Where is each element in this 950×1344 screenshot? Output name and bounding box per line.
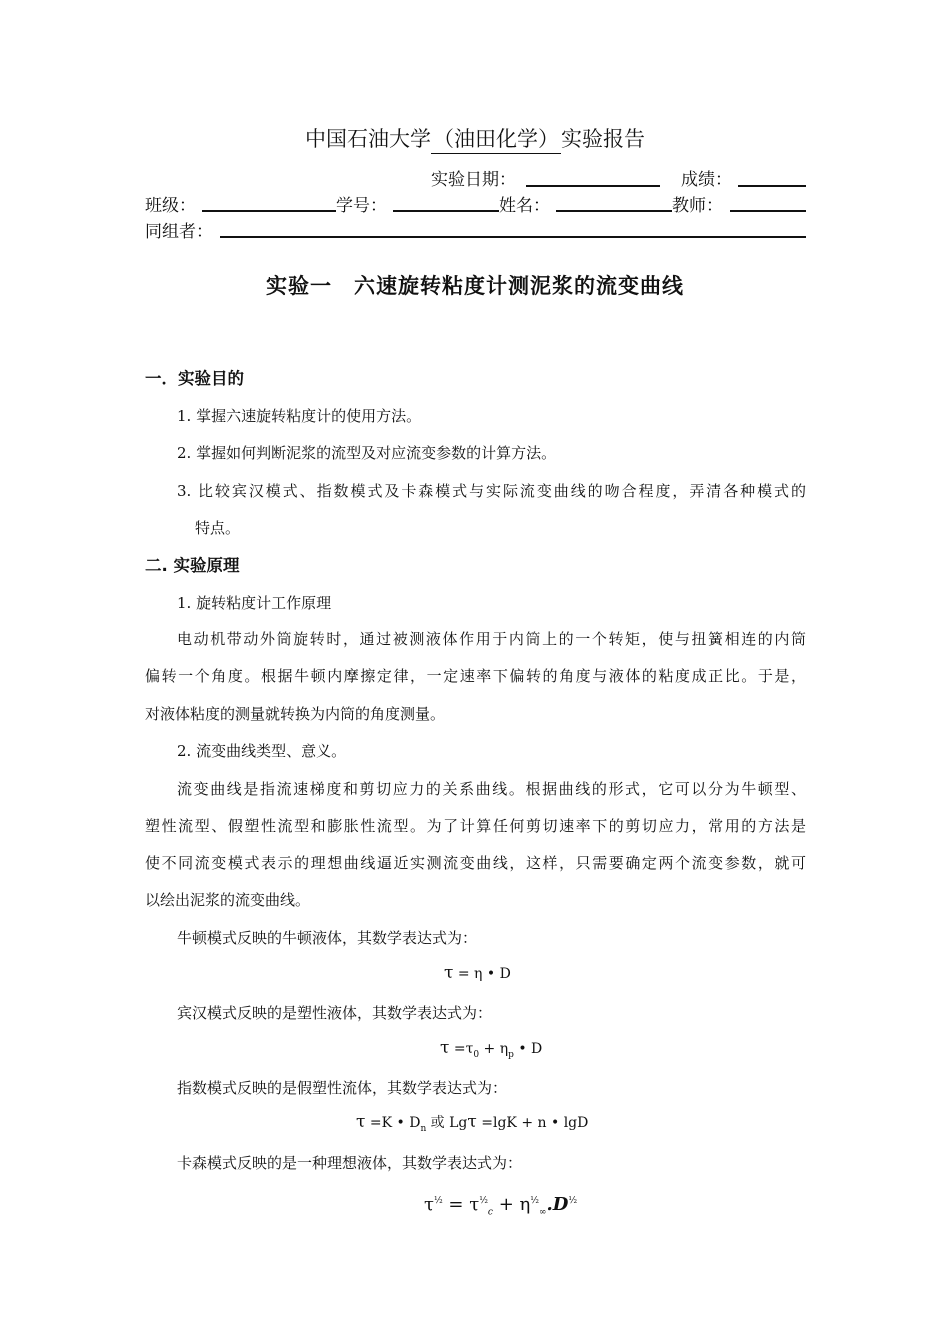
newton-text: 牛顿模式反映的牛顿液体，其数学表达式为： [177, 929, 478, 947]
casson-exp-half: ½ [530, 1196, 540, 1206]
section2-sub2: 2. 流变曲线类型、意义。 [177, 742, 347, 760]
casson-sub-c: c [487, 1207, 493, 1218]
section1-item-3-cont: 特点。 [195, 519, 241, 537]
para1-line-1: 电动机带动外筒旋转时，通过被测液体作用于内筒上的一个转矩，使与扭簧相连的内筒 [177, 630, 806, 648]
power-part-a: =K • D [365, 1115, 421, 1131]
section2-heading: 二. 实验原理 [145, 556, 240, 575]
newton-formula [444, 963, 511, 983]
section1-item-1: 1. 掌握六速旋转粘度计的使用方法。 [177, 407, 422, 425]
section1-item-2: 2. 掌握如何判断泥浆的流型及对应流变参数的计算方法。 [177, 444, 557, 462]
tau-symbol: τ [444, 963, 454, 983]
section1-item-3: 3. 比较宾汉模式、指数模式及卡森模式与实际流变曲线的吻合程度，弄清各种模式的 [177, 482, 806, 500]
casson-d: .D [546, 1194, 569, 1215]
bingham-sub-p: p [508, 1049, 514, 1060]
para1-line-3: 对液体粘度的测量就转换为内筒的角度测量。 [145, 705, 446, 723]
casson-formula [424, 1194, 577, 1218]
bingham-eq: =τ [449, 1041, 474, 1057]
power-text: 指数模式反映的是假塑性流体，其数学表达式为： [177, 1079, 508, 1097]
section1-heading: 一．实验目的 [145, 369, 244, 388]
experiment-title: 实验一 六速旋转粘度计测泥浆的流变曲线 [266, 274, 684, 298]
casson-eq: = τ [442, 1194, 480, 1215]
section2-sub1: 1. 旋转粘度计工作原理 [177, 594, 332, 612]
para2-line-2: 塑性流型、假塑性流型和膨胀性流型。为了计算任何剪切速率下的剪切应力，常用的方法是 [145, 817, 806, 835]
casson-text: 卡森模式反映的是一种理想液体，其数学表达式为： [177, 1154, 523, 1172]
score-field[interactable] [738, 185, 806, 187]
report-title [0, 123, 950, 154]
score-label: 成绩： [681, 170, 732, 190]
title-suffix: 实验报告 [561, 127, 645, 151]
group-field[interactable] [220, 236, 806, 238]
bingham-sub-0: 0 [473, 1049, 480, 1060]
tau-symbol: τ [467, 1112, 477, 1132]
tau-symbol: τ [440, 1038, 450, 1058]
para1-line-2: 偏转一个角度。根据牛顿内摩擦定律，一定速率下偏转的角度与液体的粘度成正比。于是， [145, 667, 806, 685]
bingham-text: 宾汉模式反映的是塑性液体，其数学表达式为： [177, 1004, 493, 1022]
tau-symbol: τ [356, 1112, 366, 1132]
para2-line-1: 流变曲线是指流速梯度和剪切应力的关系曲线。根据曲线的形式，它可以分为牛顿型、 [177, 780, 806, 798]
bingham-rest: • D [513, 1041, 543, 1057]
power-part-b: =lgK + n • lgD [476, 1115, 589, 1131]
casson-exp-half: ½ [479, 1196, 488, 1206]
name-label: 姓名： [499, 196, 550, 216]
power-or: 或 Lg [426, 1115, 468, 1131]
teacher-label: 教师： [672, 196, 723, 216]
class-label: 班级： [145, 196, 196, 216]
group-label: 同组者： [145, 222, 213, 242]
date-field[interactable] [526, 185, 660, 187]
power-formula [356, 1112, 588, 1134]
bingham-plus: + η [479, 1041, 509, 1057]
id-field[interactable] [393, 210, 499, 212]
class-field[interactable] [202, 210, 336, 212]
title-underlined: （油田化学） [431, 123, 561, 154]
tau-symbol: τ [424, 1194, 434, 1215]
teacher-field[interactable] [730, 210, 806, 212]
casson-exp-half: ½ [433, 1196, 443, 1206]
name-field[interactable] [556, 210, 672, 212]
power-exp-n: n [420, 1123, 427, 1134]
date-label: 实验日期： [431, 170, 516, 190]
bingham-formula [440, 1038, 542, 1060]
title-prefix: 中国石油大学 [305, 127, 431, 151]
para2-line-3: 使不同流变模式表示的理想曲线逼近实测流变曲线，这样，只需要确定两个流变参数，就可 [145, 854, 806, 872]
id-label: 学号： [336, 196, 387, 216]
newton-formula-rest: = η • D [453, 966, 511, 982]
casson-sub-inf: ∞ [539, 1207, 547, 1218]
casson-plus: + η [492, 1194, 531, 1215]
casson-exp-half: ½ [568, 1196, 578, 1206]
para2-line-4: 以绘出泥浆的流变曲线。 [145, 891, 311, 909]
